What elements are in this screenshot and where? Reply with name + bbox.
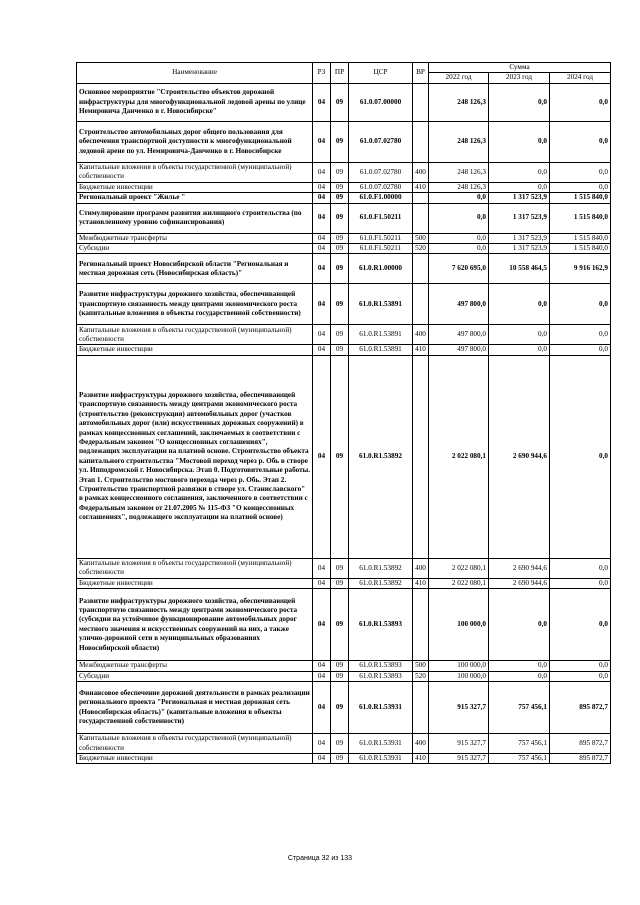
cell-2024: 895 872,7: [550, 734, 611, 754]
cell-2024: 0,0: [550, 345, 611, 355]
cell-2022: 248 126,3: [429, 83, 489, 121]
cell-name: Бюджетные инвестиции: [77, 345, 313, 355]
cell-csr: 61.0.R1.53891: [349, 345, 413, 355]
col-header-pr: ПР: [331, 63, 349, 84]
cell-rz: 04: [313, 345, 331, 355]
cell-csr: 61.0.R1.53893: [349, 661, 413, 671]
cell-rz: 04: [313, 244, 331, 254]
cell-2024: 9 916 162,9: [550, 254, 611, 284]
cell-pr: 09: [331, 558, 349, 578]
cell-csr: 61.0.R1.53892: [349, 355, 413, 558]
cell-2022: 0,0: [429, 193, 489, 203]
cell-vr: [413, 203, 429, 233]
cell-rz: 04: [313, 83, 331, 121]
cell-2023: 2 690 944,6: [489, 578, 550, 588]
cell-2022: 0,0: [429, 233, 489, 243]
cell-rz: 04: [313, 578, 331, 588]
cell-2022: 2 022 080,1: [429, 355, 489, 558]
table-row: [77, 203, 611, 233]
cell-2023: 2 690 944,6: [489, 558, 550, 578]
cell-vr: [413, 193, 429, 203]
table-row: [77, 754, 611, 764]
cell-2023: 0,0: [489, 325, 550, 345]
cell-2024: 0,0: [550, 671, 611, 681]
cell-vr: 520: [413, 244, 429, 254]
cell-2024: 895 872,7: [550, 754, 611, 764]
table-row: [77, 661, 611, 671]
cell-2024: 0,0: [550, 558, 611, 578]
col-header-name: Наименование: [77, 63, 313, 84]
cell-csr: 61.0.F1.50211: [349, 233, 413, 243]
table-row: [77, 682, 611, 734]
cell-pr: 09: [331, 345, 349, 355]
cell-2022: 100 000,0: [429, 671, 489, 681]
cell-vr: [413, 83, 429, 121]
cell-csr: 61.0.R1.53892: [349, 578, 413, 588]
cell-pr: 09: [331, 671, 349, 681]
cell-2023: 0,0: [489, 589, 550, 661]
cell-name: Межбюджетные трансферты: [77, 661, 313, 671]
col-header-csr: ЦСР: [349, 63, 413, 84]
cell-csr: 61.0.07.00000: [349, 83, 413, 121]
cell-2022: 2 022 080,1: [429, 558, 489, 578]
cell-vr: 400: [413, 558, 429, 578]
cell-pr: 09: [331, 284, 349, 325]
cell-vr: 400: [413, 734, 429, 754]
cell-csr: 61.0.R1.53891: [349, 325, 413, 345]
cell-pr: 09: [331, 661, 349, 671]
cell-pr: 09: [331, 754, 349, 764]
cell-2024: 1 515 840,0: [550, 193, 611, 203]
cell-pr: 09: [331, 193, 349, 203]
cell-rz: 04: [313, 325, 331, 345]
cell-name: Капитальные вложения в объекты государственной (муниципальной) собственности: [77, 162, 313, 182]
cell-2022: 497 800,0: [429, 284, 489, 325]
table-row: [77, 284, 611, 325]
table-row: [77, 254, 611, 284]
cell-2022: 2 022 080,1: [429, 578, 489, 588]
table-row: [77, 325, 611, 345]
cell-csr: 61.0.R1.53893: [349, 671, 413, 681]
cell-name: Развитие инфраструктуры дорожного хозяйства, обеспечивающей транспортную связанность между центрами экономического роста (капитальные вложения в объекты государственной собственности): [77, 284, 313, 325]
cell-name: Межбюджетные трансферты: [77, 233, 313, 243]
cell-2023: 0,0: [489, 121, 550, 162]
cell-2024: 0,0: [550, 589, 611, 661]
cell-2024: 0,0: [550, 355, 611, 558]
cell-csr: 61.0.F1.50211: [349, 244, 413, 254]
cell-2024: 895 872,7: [550, 682, 611, 734]
table-row: [77, 671, 611, 681]
cell-2024: 1 515 840,0: [550, 203, 611, 233]
cell-vr: [413, 355, 429, 558]
col-header-rz: РЗ: [313, 63, 331, 84]
cell-csr: 61.0.R1.53893: [349, 589, 413, 661]
cell-2022: 0,0: [429, 244, 489, 254]
cell-csr: 61.0.R1.53891: [349, 284, 413, 325]
col-header-2024: 2024 год: [550, 73, 611, 83]
cell-vr: 500: [413, 233, 429, 243]
cell-rz: 04: [313, 661, 331, 671]
cell-2023: 1 317 523,9: [489, 233, 550, 243]
cell-name: Региональный проект Новосибирской области "Региональная и местная дорожная сеть (Новосибирская область)": [77, 254, 313, 284]
cell-name: Развитие инфраструктуры дорожного хозяйства, обеспечивающей транспортную связанность между центрами экономического роста (субсидии на устойчивое функционирование автомобильных дорог местного значения и искусственных сооружений на них, а также улично-дорожной сети в муниципальных образованиях Новосибирской области): [77, 589, 313, 661]
cell-2023: 0,0: [489, 345, 550, 355]
cell-2022: 100 000,0: [429, 589, 489, 661]
cell-2024: 0,0: [550, 83, 611, 121]
cell-2023: 0,0: [489, 661, 550, 671]
cell-vr: 410: [413, 182, 429, 192]
cell-2022: 0,0: [429, 203, 489, 233]
table-row: [77, 244, 611, 254]
cell-rz: 04: [313, 558, 331, 578]
cell-2024: 0,0: [550, 578, 611, 588]
cell-name: Развитие инфраструктуры дорожного хозяйства, обеспечивающей транспортную связанность между центрами экономического роста (строительство (реконструкция) автомобильных дорог (участков автомобильных дорог (или) искусственных дорожных сооружений) в рамках концессионных соглашений, заключаемых в соответствии с Федеральным законом "О концессионных соглашениях", подлежащих эксплуатации на платной основе. Строительство объекта капитального строительства "Мостовой переход через р. Обь в створе ул. Ипподромской г. Новосибирска. Этап 0. Подготовительные работы. Этап 1. Строительство мостового перехода через р. Обь. Этап 2. Строительство транспортной развязки в створе ул. Станиславского" в рамках концессионного соглашения, заключенного в соответствии с Федеральным законом от 21.07.2005 № 115-ФЗ "О концессионных соглашениях", подлежащего эксплуатации на платной основе): [77, 355, 313, 558]
col-header-sum: Сумма: [429, 63, 611, 73]
cell-csr: 61.0.07.02780: [349, 162, 413, 182]
cell-name: Основное мероприятие "Строительство объектов дорожной инфраструктуры для многофункциональной ледовой арены по улице Немировича Данченко в г. Новосибирске": [77, 83, 313, 121]
cell-pr: 09: [331, 589, 349, 661]
cell-2023: 0,0: [489, 182, 550, 192]
cell-pr: 09: [331, 83, 349, 121]
cell-pr: 09: [331, 244, 349, 254]
cell-name: Капитальные вложения в объекты государственной (муниципальной) собственности: [77, 325, 313, 345]
cell-name: Бюджетные инвестиции: [77, 182, 313, 192]
table-row: [77, 233, 611, 243]
cell-2024: 0,0: [550, 121, 611, 162]
cell-csr: 61.0.R1.00000: [349, 254, 413, 284]
cell-name: Бюджетные инвестиции: [77, 754, 313, 764]
cell-2022: 497 800,0: [429, 345, 489, 355]
cell-csr: 61.0.F1.00000: [349, 193, 413, 203]
cell-vr: 400: [413, 325, 429, 345]
page-number: Страница 32 из 133: [287, 855, 353, 862]
cell-vr: [413, 254, 429, 284]
cell-name: Капитальные вложения в объекты государственной (муниципальной) собственности: [77, 734, 313, 754]
table-row: [77, 162, 611, 182]
cell-2022: 915 327,7: [429, 734, 489, 754]
cell-rz: 04: [313, 671, 331, 681]
cell-name: Бюджетные инвестиции: [77, 578, 313, 588]
budget-table: [76, 62, 611, 764]
cell-rz: 04: [313, 193, 331, 203]
table-row: [77, 345, 611, 355]
cell-vr: 400: [413, 162, 429, 182]
cell-2024: 0,0: [550, 162, 611, 182]
cell-name: Строительство автомобильных дорог общего пользования для обеспечения транспортной доступности к многофункциональной ледовой арене по ул. Немировича-Данченко в г. Новосибирске: [77, 121, 313, 162]
cell-vr: [413, 284, 429, 325]
cell-2023: 2 690 944,6: [489, 355, 550, 558]
cell-name: Субсидии: [77, 244, 313, 254]
cell-csr: 61.0.07.02780: [349, 121, 413, 162]
cell-name: Региональный проект "Жилье ": [77, 193, 313, 203]
cell-2023: 757 456,1: [489, 682, 550, 734]
cell-2024: 1 515 840,0: [550, 244, 611, 254]
cell-pr: 09: [331, 325, 349, 345]
col-header-vr: ВР: [413, 63, 429, 84]
cell-pr: 09: [331, 121, 349, 162]
cell-vr: 410: [413, 578, 429, 588]
cell-rz: 04: [313, 754, 331, 764]
cell-2023: 757 456,1: [489, 754, 550, 764]
cell-2024: 0,0: [550, 284, 611, 325]
cell-2022: 248 126,3: [429, 121, 489, 162]
cell-2022: 915 327,7: [429, 754, 489, 764]
table-row: [77, 589, 611, 661]
cell-pr: 09: [331, 578, 349, 588]
cell-vr: [413, 589, 429, 661]
cell-pr: 09: [331, 682, 349, 734]
cell-pr: 09: [331, 355, 349, 558]
cell-csr: 61.0.R1.53931: [349, 754, 413, 764]
cell-name: Финансовое обеспечение дорожной деятельности в рамках реализации регионального проекта "Региональная и местная дорожная сеть (Новосибирская область)" (капитальные вложения в объекты государственной собственности): [77, 682, 313, 734]
cell-2023: 1 317 523,9: [489, 203, 550, 233]
table-body: [77, 83, 611, 764]
cell-rz: 04: [313, 121, 331, 162]
cell-pr: 09: [331, 162, 349, 182]
cell-2023: 0,0: [489, 284, 550, 325]
cell-2024: 0,0: [550, 661, 611, 671]
cell-2024: 0,0: [550, 182, 611, 192]
cell-2022: 497 800,0: [429, 325, 489, 345]
col-header-2023: 2023 год: [489, 73, 550, 83]
table-row: [77, 182, 611, 192]
cell-2023: 1 317 523,9: [489, 193, 550, 203]
cell-csr: 61.0.R1.53931: [349, 682, 413, 734]
cell-rz: 04: [313, 254, 331, 284]
cell-2024: 1 515 840,0: [550, 233, 611, 243]
cell-rz: 04: [313, 284, 331, 325]
cell-vr: [413, 121, 429, 162]
cell-rz: 04: [313, 162, 331, 182]
table-row: [77, 83, 611, 121]
cell-pr: 09: [331, 203, 349, 233]
cell-2023: 757 456,1: [489, 734, 550, 754]
cell-rz: 04: [313, 233, 331, 243]
cell-vr: 410: [413, 345, 429, 355]
cell-csr: 61.0.R1.53931: [349, 734, 413, 754]
cell-2023: 10 558 464,5: [489, 254, 550, 284]
cell-2022: 7 620 695,0: [429, 254, 489, 284]
cell-2022: 915 327,7: [429, 682, 489, 734]
cell-vr: 410: [413, 754, 429, 764]
cell-vr: 500: [413, 661, 429, 671]
col-header-2022: 2022 год: [429, 73, 489, 83]
table-row: [77, 121, 611, 162]
cell-2022: 100 000,0: [429, 661, 489, 671]
cell-vr: [413, 682, 429, 734]
table-row: [77, 578, 611, 588]
cell-rz: 04: [313, 682, 331, 734]
cell-name: Стимулирование программ развития жилищного строительства (по установленному уровню софинансирования): [77, 203, 313, 233]
cell-2024: 0,0: [550, 325, 611, 345]
cell-rz: 04: [313, 182, 331, 192]
cell-vr: 520: [413, 671, 429, 681]
cell-name: Капитальные вложения в объекты государственной (муниципальной) собственности: [77, 558, 313, 578]
cell-2023: 0,0: [489, 671, 550, 681]
cell-rz: 04: [313, 355, 331, 558]
cell-2023: 0,0: [489, 162, 550, 182]
table-row: [77, 355, 611, 558]
table-row: [77, 558, 611, 578]
cell-pr: 09: [331, 182, 349, 192]
cell-csr: 61.0.R1.53892: [349, 558, 413, 578]
cell-csr: 61.0.F1.50211: [349, 203, 413, 233]
cell-2022: 248 126,3: [429, 162, 489, 182]
cell-rz: 04: [313, 589, 331, 661]
cell-pr: 09: [331, 734, 349, 754]
cell-rz: 04: [313, 734, 331, 754]
cell-name: Субсидии: [77, 671, 313, 681]
table-row: [77, 193, 611, 203]
cell-2023: 1 317 523,9: [489, 244, 550, 254]
cell-2022: 248 126,3: [429, 182, 489, 192]
cell-rz: 04: [313, 203, 331, 233]
cell-pr: 09: [331, 233, 349, 243]
cell-pr: 09: [331, 254, 349, 284]
cell-csr: 61.0.07.02780: [349, 182, 413, 192]
cell-2023: 0,0: [489, 83, 550, 121]
table-row: [77, 734, 611, 754]
